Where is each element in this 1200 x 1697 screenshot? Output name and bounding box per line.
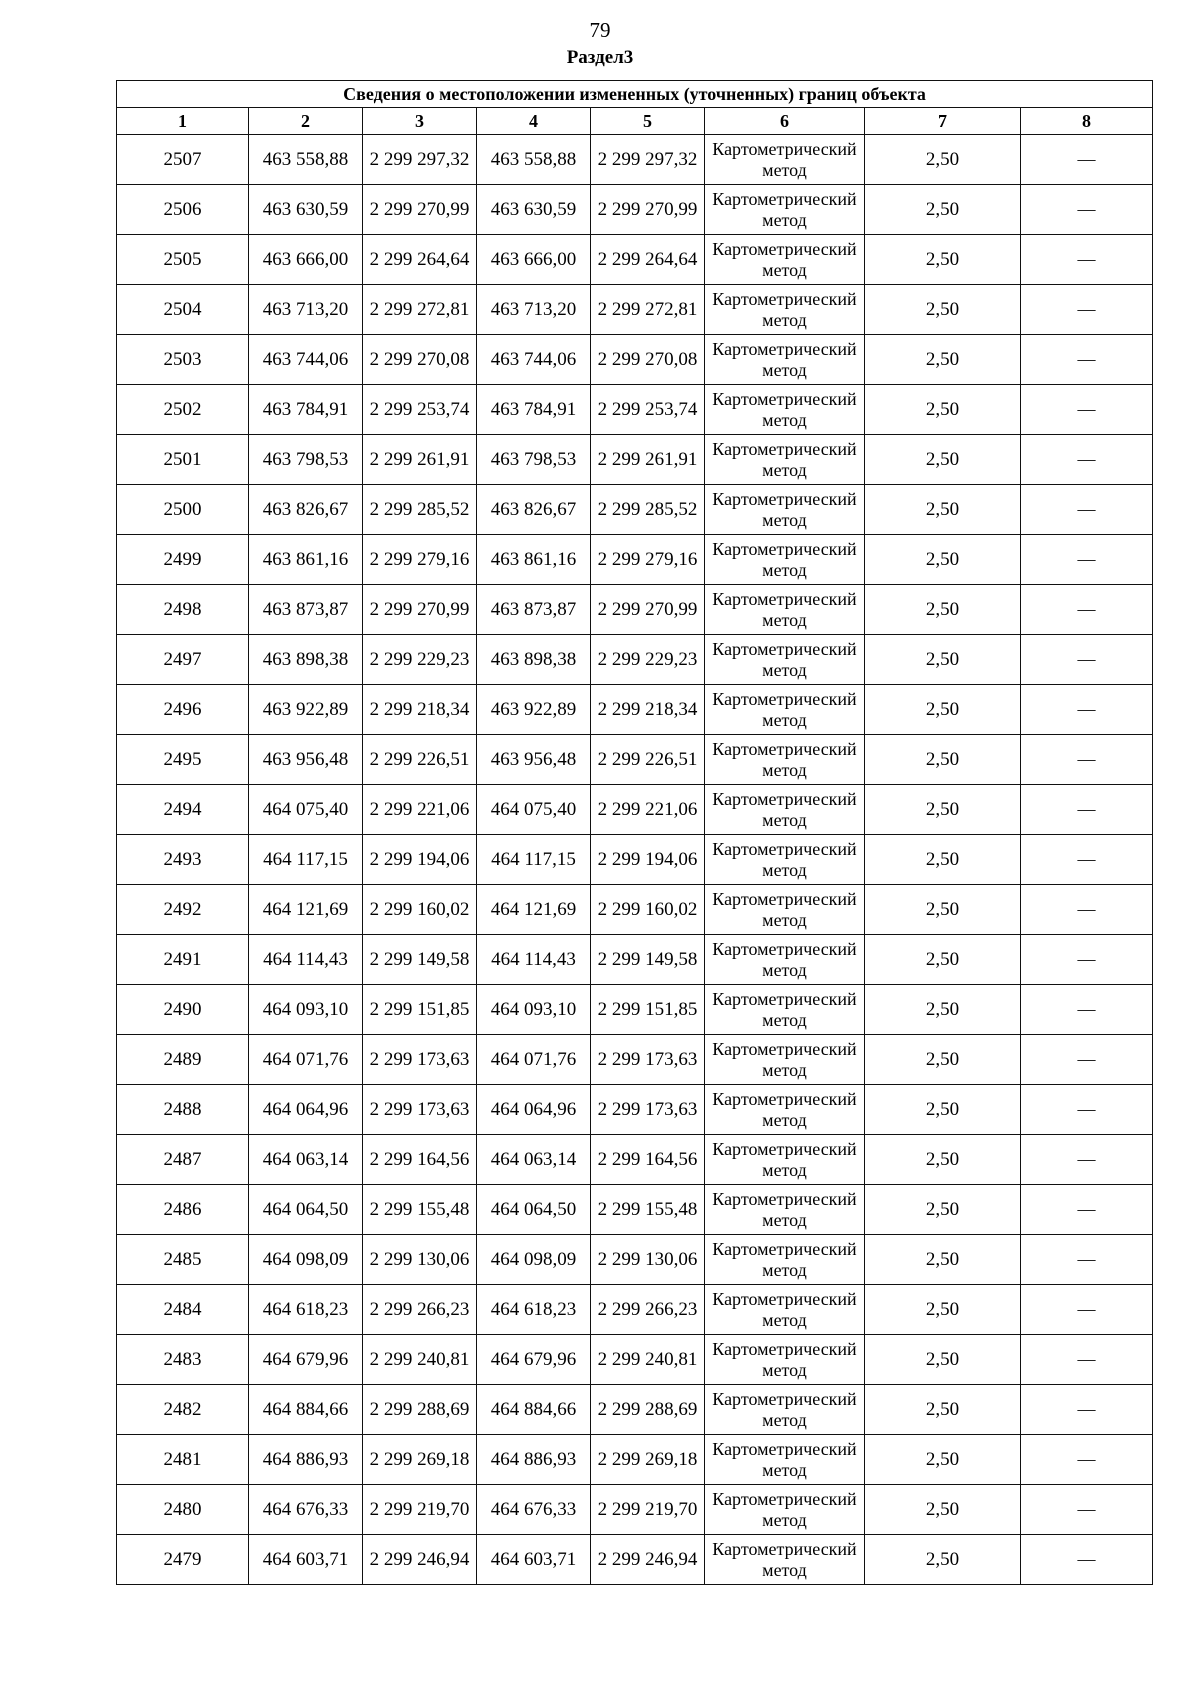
accuracy-cell: 2,50: [865, 1435, 1021, 1485]
x-coordinate-cell: 464 603,71: [477, 1535, 591, 1585]
column-header-row: [117, 108, 1153, 135]
table-row: [117, 185, 1153, 235]
y-coordinate-cell: 2 299 288,69: [591, 1385, 705, 1435]
x-coordinate-cell: 464 064,50: [249, 1185, 363, 1235]
x-coordinate-cell: 464 603,71: [249, 1535, 363, 1585]
accuracy-cell: 2,50: [865, 135, 1021, 185]
table-row: [117, 635, 1153, 685]
note-cell: —: [1021, 285, 1153, 335]
note-cell: —: [1021, 1435, 1153, 1485]
accuracy-cell: 2,50: [865, 635, 1021, 685]
accuracy-cell: 2,50: [865, 1135, 1021, 1185]
y-coordinate-cell: 2 299 285,52: [591, 485, 705, 535]
point-number-cell: 2498: [117, 585, 249, 635]
accuracy-cell: 2,50: [865, 835, 1021, 885]
y-coordinate-cell: 2 299 246,94: [591, 1535, 705, 1585]
y-coordinate-cell: 2 299 270,08: [591, 335, 705, 385]
x-coordinate-cell: 464 075,40: [249, 785, 363, 835]
point-number-cell: 2495: [117, 735, 249, 785]
y-coordinate-cell: 2 299 155,48: [591, 1185, 705, 1235]
method-cell: Картометрический метод: [705, 285, 865, 335]
accuracy-cell: 2,50: [865, 1035, 1021, 1085]
y-coordinate-cell: 2 299 194,06: [591, 835, 705, 885]
y-coordinate-cell: 2 299 155,48: [363, 1185, 477, 1235]
x-coordinate-cell: 464 064,96: [249, 1085, 363, 1135]
accuracy-cell: 2,50: [865, 1185, 1021, 1235]
table-row: [117, 1285, 1153, 1335]
x-coordinate-cell: 464 114,43: [249, 935, 363, 985]
x-coordinate-cell: 464 618,23: [249, 1285, 363, 1335]
y-coordinate-cell: 2 299 253,74: [363, 385, 477, 435]
y-coordinate-cell: 2 299 270,99: [363, 585, 477, 635]
note-cell: —: [1021, 1185, 1153, 1235]
method-cell: Картометрический метод: [705, 1235, 865, 1285]
x-coordinate-cell: 464 884,66: [477, 1385, 591, 1435]
y-coordinate-cell: 2 299 149,58: [591, 935, 705, 985]
note-cell: —: [1021, 1285, 1153, 1335]
accuracy-cell: 2,50: [865, 735, 1021, 785]
y-coordinate-cell: 2 299 261,91: [591, 435, 705, 485]
accuracy-cell: 2,50: [865, 485, 1021, 535]
point-number-cell: 2479: [117, 1535, 249, 1585]
table-row: [117, 1085, 1153, 1135]
method-cell: Картометрический метод: [705, 435, 865, 485]
column-header: 7: [865, 108, 1021, 135]
table-row: [117, 1135, 1153, 1185]
note-cell: —: [1021, 1485, 1153, 1535]
y-coordinate-cell: 2 299 229,23: [363, 635, 477, 685]
y-coordinate-cell: 2 299 288,69: [363, 1385, 477, 1435]
x-coordinate-cell: 464 886,93: [249, 1435, 363, 1485]
x-coordinate-cell: 464 064,50: [477, 1185, 591, 1235]
x-coordinate-cell: 464 886,93: [477, 1435, 591, 1485]
y-coordinate-cell: 2 299 270,99: [591, 185, 705, 235]
y-coordinate-cell: 2 299 173,63: [591, 1035, 705, 1085]
column-header: 4: [477, 108, 591, 135]
table-row: [117, 785, 1153, 835]
y-coordinate-cell: 2 299 246,94: [363, 1535, 477, 1585]
accuracy-cell: 2,50: [865, 935, 1021, 985]
table-row: [117, 1335, 1153, 1385]
accuracy-cell: 2,50: [865, 535, 1021, 585]
table-row: [117, 435, 1153, 485]
point-number-cell: 2502: [117, 385, 249, 435]
note-cell: —: [1021, 1135, 1153, 1185]
table-row: [117, 285, 1153, 335]
y-coordinate-cell: 2 299 151,85: [591, 985, 705, 1035]
accuracy-cell: 2,50: [865, 1485, 1021, 1535]
point-number-cell: 2501: [117, 435, 249, 485]
point-number-cell: 2488: [117, 1085, 249, 1135]
method-cell: Картометрический метод: [705, 585, 865, 635]
y-coordinate-cell: 2 299 226,51: [591, 735, 705, 785]
y-coordinate-cell: 2 299 272,81: [363, 285, 477, 335]
accuracy-cell: 2,50: [865, 285, 1021, 335]
y-coordinate-cell: 2 299 173,63: [363, 1035, 477, 1085]
y-coordinate-cell: 2 299 266,23: [591, 1285, 705, 1335]
y-coordinate-cell: 2 299 279,16: [363, 535, 477, 585]
y-coordinate-cell: 2 299 270,08: [363, 335, 477, 385]
method-cell: Картометрический метод: [705, 1385, 865, 1435]
y-coordinate-cell: 2 299 130,06: [363, 1235, 477, 1285]
x-coordinate-cell: 464 618,23: [477, 1285, 591, 1335]
y-coordinate-cell: 2 299 149,58: [363, 935, 477, 985]
table-row: [117, 335, 1153, 385]
point-number-cell: 2504: [117, 285, 249, 335]
method-cell: Картометрический метод: [705, 935, 865, 985]
method-cell: Картометрический метод: [705, 785, 865, 835]
method-cell: Картометрический метод: [705, 685, 865, 735]
y-coordinate-cell: 2 299 229,23: [591, 635, 705, 685]
method-cell: Картометрический метод: [705, 1335, 865, 1385]
note-cell: —: [1021, 985, 1153, 1035]
point-number-cell: 2493: [117, 835, 249, 885]
y-coordinate-cell: 2 299 264,64: [363, 235, 477, 285]
y-coordinate-cell: 2 299 253,74: [591, 385, 705, 435]
x-coordinate-cell: 464 121,69: [477, 885, 591, 935]
table-row: [117, 1485, 1153, 1535]
table-row: [117, 1385, 1153, 1435]
note-cell: —: [1021, 135, 1153, 185]
x-coordinate-cell: 464 064,96: [477, 1085, 591, 1135]
y-coordinate-cell: 2 299 160,02: [591, 885, 705, 935]
y-coordinate-cell: 2 299 264,64: [591, 235, 705, 285]
note-cell: —: [1021, 385, 1153, 435]
point-number-cell: 2484: [117, 1285, 249, 1335]
note-cell: —: [1021, 1035, 1153, 1085]
y-coordinate-cell: 2 299 194,06: [363, 835, 477, 885]
y-coordinate-cell: 2 299 240,81: [591, 1335, 705, 1385]
method-cell: Картометрический метод: [705, 535, 865, 585]
table-row: [117, 485, 1153, 535]
note-cell: —: [1021, 1235, 1153, 1285]
x-coordinate-cell: 463 873,87: [249, 585, 363, 635]
method-cell: Картометрический метод: [705, 1535, 865, 1585]
method-cell: Картометрический метод: [705, 335, 865, 385]
method-cell: Картометрический метод: [705, 635, 865, 685]
table-row: [117, 885, 1153, 935]
table-row: [117, 1435, 1153, 1485]
x-coordinate-cell: 463 666,00: [477, 235, 591, 285]
table-row: [117, 685, 1153, 735]
x-coordinate-cell: 464 098,09: [249, 1235, 363, 1285]
note-cell: —: [1021, 835, 1153, 885]
x-coordinate-cell: 463 898,38: [249, 635, 363, 685]
method-cell: Картометрический метод: [705, 235, 865, 285]
x-coordinate-cell: 464 114,43: [477, 935, 591, 985]
y-coordinate-cell: 2 299 160,02: [363, 885, 477, 935]
x-coordinate-cell: 463 798,53: [249, 435, 363, 485]
x-coordinate-cell: 463 630,59: [477, 185, 591, 235]
x-coordinate-cell: 463 826,67: [477, 485, 591, 535]
x-coordinate-cell: 464 093,10: [477, 985, 591, 1035]
y-coordinate-cell: 2 299 272,81: [591, 285, 705, 335]
x-coordinate-cell: 464 075,40: [477, 785, 591, 835]
note-cell: —: [1021, 785, 1153, 835]
method-cell: Картометрический метод: [705, 1485, 865, 1535]
x-coordinate-cell: 463 744,06: [477, 335, 591, 385]
note-cell: —: [1021, 685, 1153, 735]
accuracy-cell: 2,50: [865, 435, 1021, 485]
table-row: [117, 1185, 1153, 1235]
method-cell: Картометрический метод: [705, 1435, 865, 1485]
y-coordinate-cell: 2 299 266,23: [363, 1285, 477, 1335]
x-coordinate-cell: 463 861,16: [249, 535, 363, 585]
y-coordinate-cell: 2 299 270,99: [363, 185, 477, 235]
point-number-cell: 2482: [117, 1385, 249, 1435]
method-cell: Картометрический метод: [705, 185, 865, 235]
method-cell: Картометрический метод: [705, 985, 865, 1035]
method-cell: Картометрический метод: [705, 1185, 865, 1235]
table-caption: Сведения о местоположении измененных (уточненных) границ объекта: [117, 81, 1153, 108]
x-coordinate-cell: 463 666,00: [249, 235, 363, 285]
x-coordinate-cell: 464 117,15: [249, 835, 363, 885]
accuracy-cell: 2,50: [865, 885, 1021, 935]
note-cell: —: [1021, 185, 1153, 235]
x-coordinate-cell: 463 558,88: [249, 135, 363, 185]
y-coordinate-cell: 2 299 218,34: [363, 685, 477, 735]
y-coordinate-cell: 2 299 279,16: [591, 535, 705, 585]
column-header: 5: [591, 108, 705, 135]
y-coordinate-cell: 2 299 164,56: [591, 1135, 705, 1185]
table-row: [117, 985, 1153, 1035]
note-cell: —: [1021, 635, 1153, 685]
table-row: [117, 235, 1153, 285]
note-cell: —: [1021, 235, 1153, 285]
page-number: 79: [589, 18, 611, 42]
accuracy-cell: 2,50: [865, 185, 1021, 235]
accuracy-cell: 2,50: [865, 335, 1021, 385]
note-cell: —: [1021, 485, 1153, 535]
point-number-cell: 2506: [117, 185, 249, 235]
y-coordinate-cell: 2 299 221,06: [363, 785, 477, 835]
point-number-cell: 2496: [117, 685, 249, 735]
y-coordinate-cell: 2 299 219,70: [591, 1485, 705, 1535]
x-coordinate-cell: 463 713,20: [249, 285, 363, 335]
x-coordinate-cell: 463 798,53: [477, 435, 591, 485]
note-cell: —: [1021, 535, 1153, 585]
x-coordinate-cell: 463 784,91: [249, 385, 363, 435]
point-number-cell: 2487: [117, 1135, 249, 1185]
method-cell: Картометрический метод: [705, 485, 865, 535]
x-coordinate-cell: 464 071,76: [249, 1035, 363, 1085]
x-coordinate-cell: 463 630,59: [249, 185, 363, 235]
method-cell: Картометрический метод: [705, 835, 865, 885]
accuracy-cell: 2,50: [865, 985, 1021, 1035]
accuracy-cell: 2,50: [865, 1535, 1021, 1585]
accuracy-cell: 2,50: [865, 785, 1021, 835]
x-coordinate-cell: 464 063,14: [249, 1135, 363, 1185]
x-coordinate-cell: 463 873,87: [477, 585, 591, 635]
point-number-cell: 2481: [117, 1435, 249, 1485]
table-row: [117, 135, 1153, 185]
point-number-cell: 2489: [117, 1035, 249, 1085]
boundary-coordinates-table: [116, 80, 1153, 1585]
method-cell: Картометрический метод: [705, 1285, 865, 1335]
table-row: [117, 1535, 1153, 1585]
x-coordinate-cell: 464 679,96: [477, 1335, 591, 1385]
column-header: 2: [249, 108, 363, 135]
y-coordinate-cell: 2 299 151,85: [363, 985, 477, 1035]
table-row: [117, 1235, 1153, 1285]
y-coordinate-cell: 2 299 221,06: [591, 785, 705, 835]
point-number-cell: 2490: [117, 985, 249, 1035]
y-coordinate-cell: 2 299 270,99: [591, 585, 705, 635]
accuracy-cell: 2,50: [865, 1385, 1021, 1435]
point-number-cell: 2497: [117, 635, 249, 685]
y-coordinate-cell: 2 299 130,06: [591, 1235, 705, 1285]
note-cell: —: [1021, 1335, 1153, 1385]
point-number-cell: 2500: [117, 485, 249, 535]
point-number-cell: 2486: [117, 1185, 249, 1235]
x-coordinate-cell: 463 861,16: [477, 535, 591, 585]
x-coordinate-cell: 463 784,91: [477, 385, 591, 435]
point-number-cell: 2505: [117, 235, 249, 285]
note-cell: —: [1021, 1385, 1153, 1435]
y-coordinate-cell: 2 299 226,51: [363, 735, 477, 785]
y-coordinate-cell: 2 299 269,18: [363, 1435, 477, 1485]
point-number-cell: 2503: [117, 335, 249, 385]
y-coordinate-cell: 2 299 219,70: [363, 1485, 477, 1535]
y-coordinate-cell: 2 299 218,34: [591, 685, 705, 735]
point-number-cell: 2507: [117, 135, 249, 185]
accuracy-cell: 2,50: [865, 385, 1021, 435]
x-coordinate-cell: 463 956,48: [477, 735, 591, 785]
x-coordinate-cell: 464 676,33: [477, 1485, 591, 1535]
note-cell: —: [1021, 935, 1153, 985]
method-cell: Картометрический метод: [705, 1135, 865, 1185]
note-cell: —: [1021, 1085, 1153, 1135]
method-cell: Картометрический метод: [705, 1085, 865, 1135]
point-number-cell: 2480: [117, 1485, 249, 1535]
x-coordinate-cell: 464 676,33: [249, 1485, 363, 1535]
accuracy-cell: 2,50: [865, 1085, 1021, 1135]
x-coordinate-cell: 463 826,67: [249, 485, 363, 535]
y-coordinate-cell: 2 299 269,18: [591, 1435, 705, 1485]
column-header: 6: [705, 108, 865, 135]
accuracy-cell: 2,50: [865, 1235, 1021, 1285]
column-header: 3: [363, 108, 477, 135]
method-cell: Картометрический метод: [705, 735, 865, 785]
table-row: [117, 535, 1153, 585]
x-coordinate-cell: 463 713,20: [477, 285, 591, 335]
x-coordinate-cell: 464 071,76: [477, 1035, 591, 1085]
section-title: Раздел3: [566, 47, 634, 68]
note-cell: —: [1021, 735, 1153, 785]
x-coordinate-cell: 463 956,48: [249, 735, 363, 785]
x-coordinate-cell: 463 744,06: [249, 335, 363, 385]
table-row: [117, 585, 1153, 635]
y-coordinate-cell: 2 299 240,81: [363, 1335, 477, 1385]
x-coordinate-cell: 464 679,96: [249, 1335, 363, 1385]
y-coordinate-cell: 2 299 173,63: [363, 1085, 477, 1135]
x-coordinate-cell: 464 093,10: [249, 985, 363, 1035]
table-row: [117, 835, 1153, 885]
point-number-cell: 2491: [117, 935, 249, 985]
point-number-cell: 2499: [117, 535, 249, 585]
note-cell: —: [1021, 885, 1153, 935]
accuracy-cell: 2,50: [865, 685, 1021, 735]
x-coordinate-cell: 464 098,09: [477, 1235, 591, 1285]
point-number-cell: 2483: [117, 1335, 249, 1385]
method-cell: Картометрический метод: [705, 885, 865, 935]
point-number-cell: 2494: [117, 785, 249, 835]
x-coordinate-cell: 463 558,88: [477, 135, 591, 185]
note-cell: —: [1021, 335, 1153, 385]
x-coordinate-cell: 464 117,15: [477, 835, 591, 885]
point-number-cell: 2492: [117, 885, 249, 935]
note-cell: —: [1021, 585, 1153, 635]
accuracy-cell: 2,50: [865, 1285, 1021, 1335]
note-cell: —: [1021, 435, 1153, 485]
note-cell: —: [1021, 1535, 1153, 1585]
table-row: [117, 935, 1153, 985]
accuracy-cell: 2,50: [865, 235, 1021, 285]
x-coordinate-cell: 463 922,89: [249, 685, 363, 735]
table-row: [117, 1035, 1153, 1085]
accuracy-cell: 2,50: [865, 1335, 1021, 1385]
table-row: [117, 385, 1153, 435]
y-coordinate-cell: 2 299 285,52: [363, 485, 477, 535]
point-number-cell: 2485: [117, 1235, 249, 1285]
x-coordinate-cell: 464 884,66: [249, 1385, 363, 1435]
x-coordinate-cell: 464 063,14: [477, 1135, 591, 1185]
method-cell: Картометрический метод: [705, 135, 865, 185]
column-header: 8: [1021, 108, 1153, 135]
method-cell: Картометрический метод: [705, 385, 865, 435]
table-row: [117, 735, 1153, 785]
y-coordinate-cell: 2 299 173,63: [591, 1085, 705, 1135]
y-coordinate-cell: 2 299 297,32: [591, 135, 705, 185]
y-coordinate-cell: 2 299 164,56: [363, 1135, 477, 1185]
method-cell: Картометрический метод: [705, 1035, 865, 1085]
column-header: 1: [117, 108, 249, 135]
x-coordinate-cell: 463 898,38: [477, 635, 591, 685]
y-coordinate-cell: 2 299 261,91: [363, 435, 477, 485]
x-coordinate-cell: 464 121,69: [249, 885, 363, 935]
y-coordinate-cell: 2 299 297,32: [363, 135, 477, 185]
accuracy-cell: 2,50: [865, 585, 1021, 635]
x-coordinate-cell: 463 922,89: [477, 685, 591, 735]
